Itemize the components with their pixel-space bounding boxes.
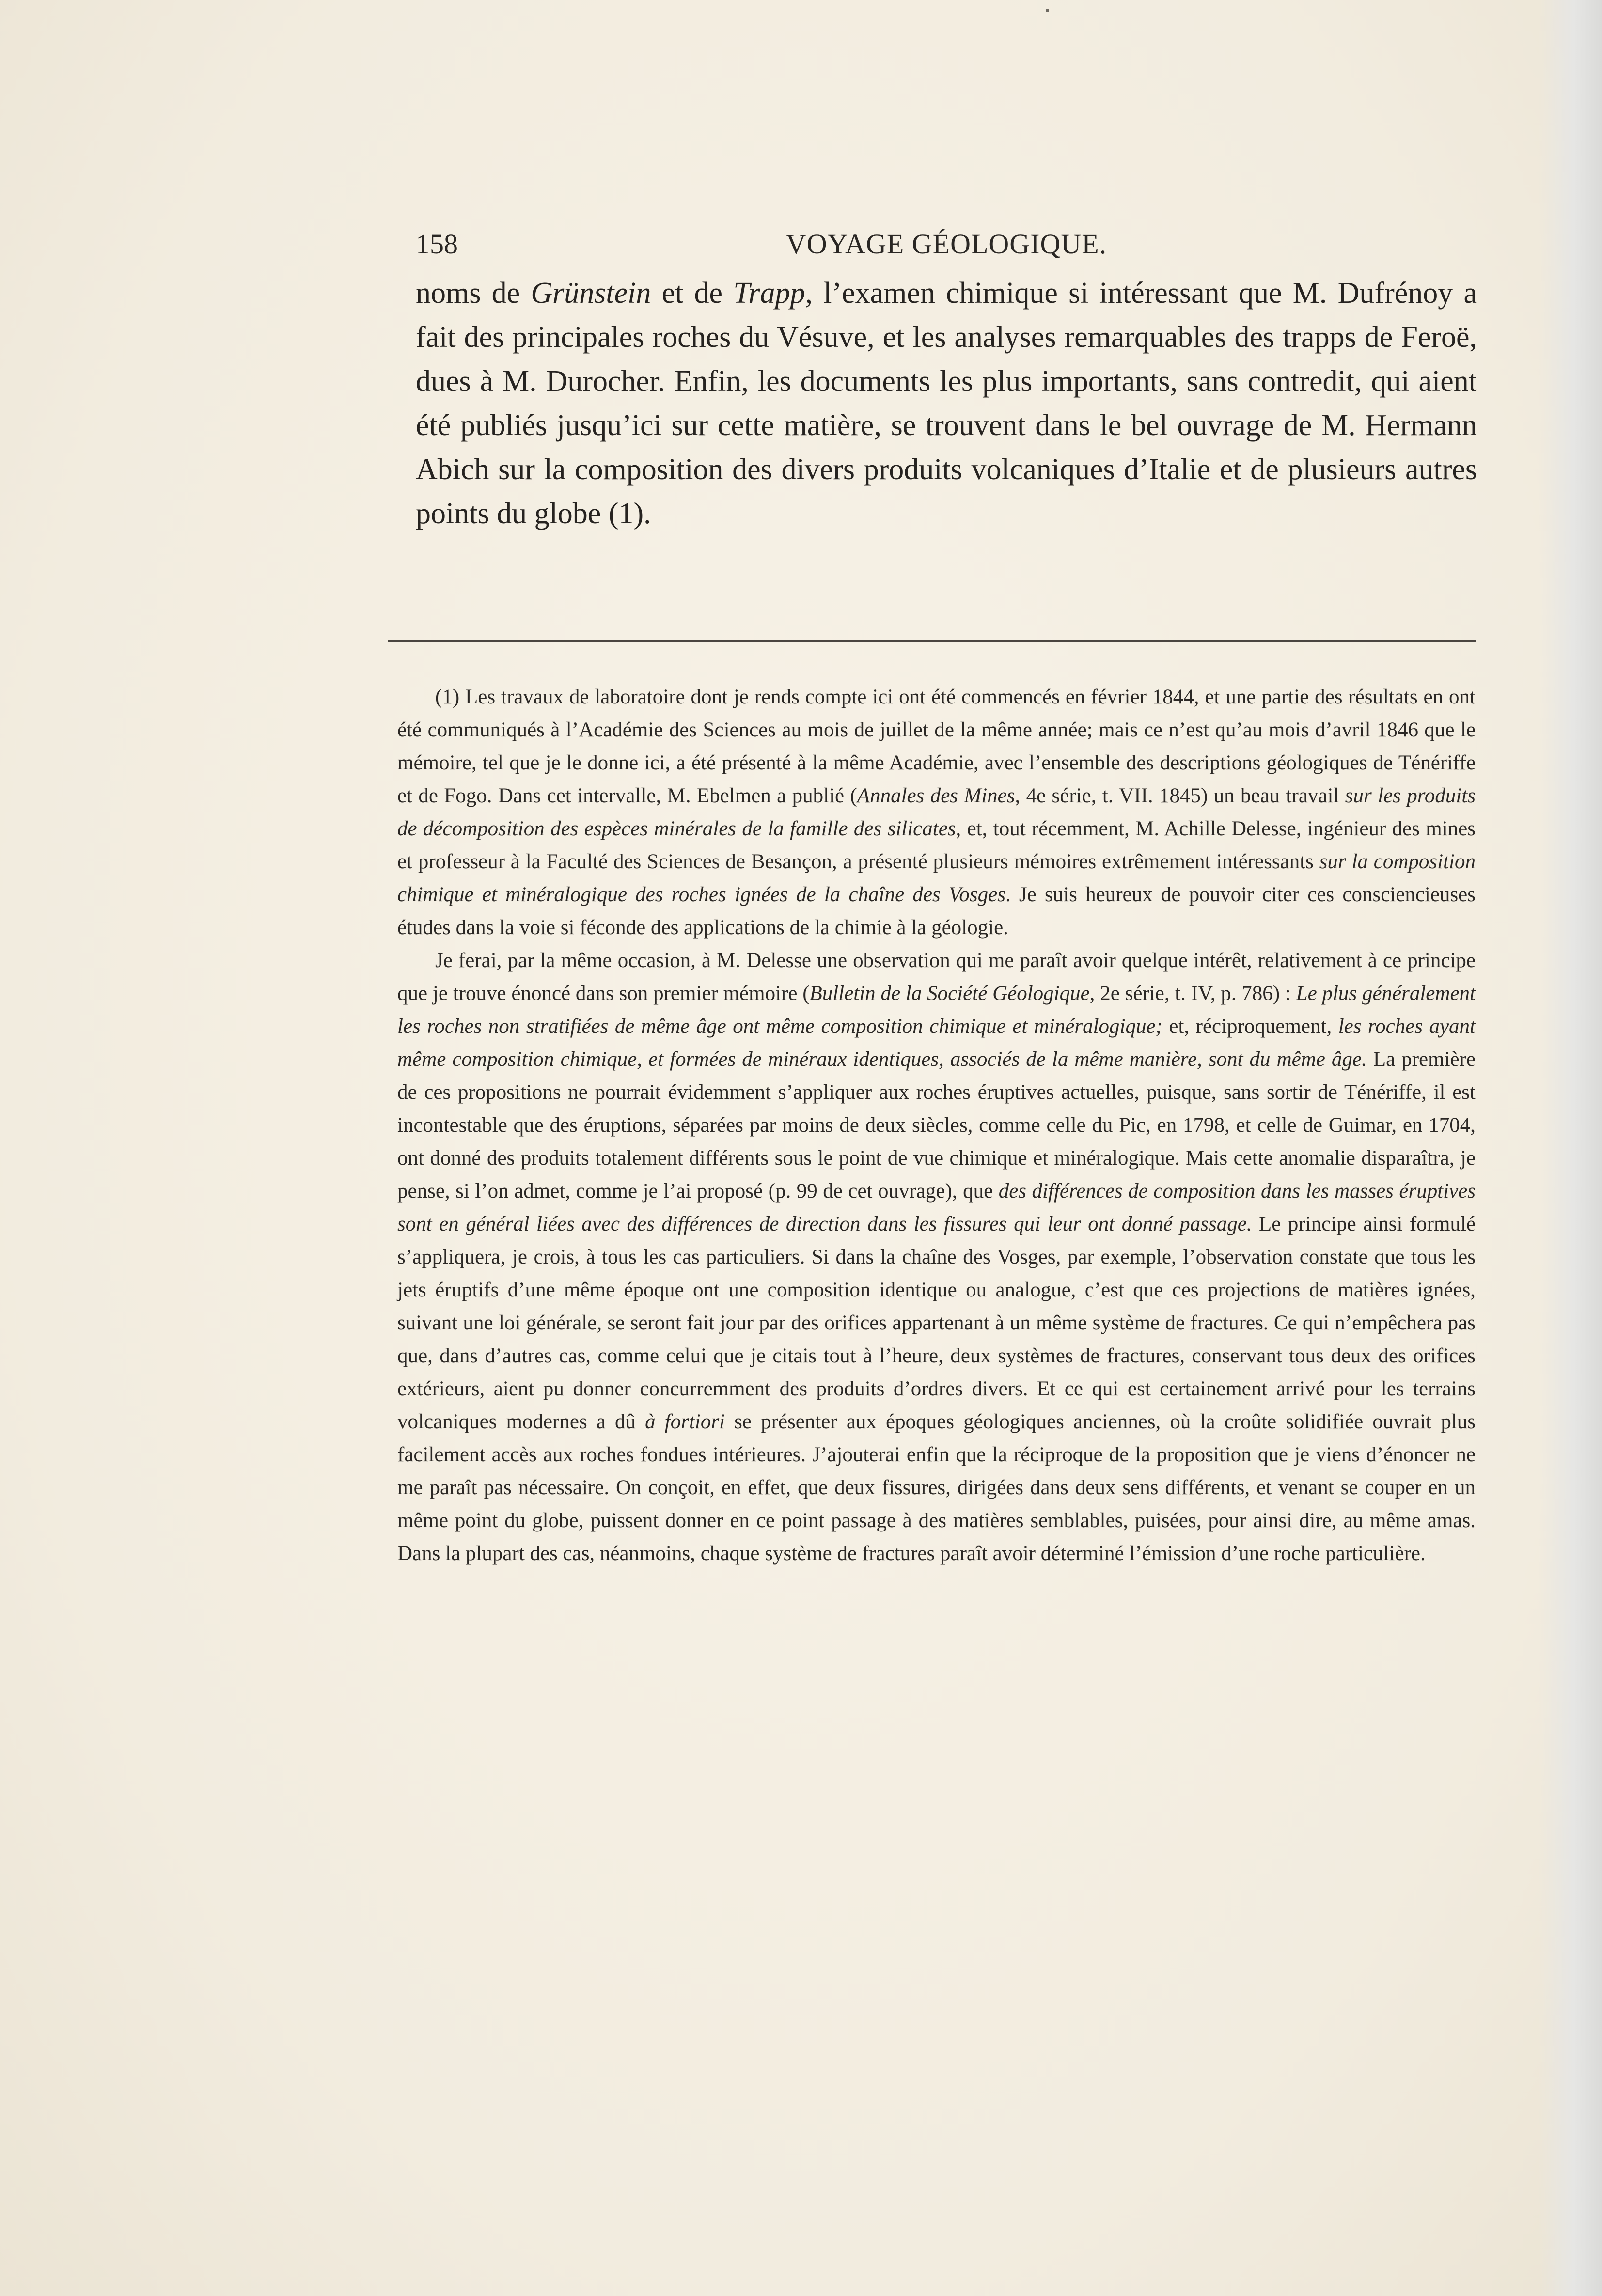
running-title: VOYAGE GÉOLOGIQUE. [785,228,1107,260]
text-span: Je ferai, par la même occasion, à M. Delesse une observation qui me paraît avoir quelque intérêt, relativement à ce principe que je trouve énoncé dans son premier mémoire ( [397,949,1476,1005]
page-number: 158 [416,228,458,260]
text-span: Le plus généralement les roches non stratifiées de même âge ont même composition chimique et minéralogique; [397,982,1476,1038]
text-span: Le principe ainsi formulé s’appliquera, je crois, à tous les cas particuliers. Si dans la chaîne des Vosges, par exemple, l’observation constate que tous les jets éruptifs d’une même époque ont une composition identique ou analogue, c’est que ces projections de matières ignées, suivant une loi générale, se seront fait jour par des orifices appartenant à un même système de fractures. Ce qui n’empêchera pas que, dans d’autres cas, comme celui que je citais tout à l’heure, deux systèmes de fractures, conservant tous deux des orifices extérieurs, aient pu donner concurremment des produits d’ordres divers. Et ce qui est certainement arrivé pour les terrains volcaniques modernes a dû [397,1213,1476,1433]
text-span: , 2e série, t. IV, p. 786) : [1089,982,1296,1005]
footnote-rule [388,640,1476,642]
page-header [416,228,1477,266]
text-span: , et, tout récemment, M. Achille Delesse, ingénieur des mines et professeur à la Faculté des Sciences de Besançon, a présenté plusieurs mémoires extrêmement intéressants [397,817,1476,873]
text-span: à fortiori [645,1410,725,1433]
text-span: La première de ces propositions ne pourrait évidemment s’appliquer aux roches éruptives actuelles, puisque, sans sortir de Ténériffe, il est incontestable que des éruptions, séparées par moins de deux siècles, comme celle du Pic, en 1798, et celle de Guimar, en 1704, ont donné des produits totalement différents sous le point de vue chimique et minéralogique. Mais cette anomalie disparaîtra, je pense, si l’on admet, comme je l’ai proposé (p. 99 de cet ouvrage), que [397,1048,1476,1203]
main-paragraph [416,271,1477,536]
text-span: , 4e série, t. VII. 1845) un beau travail [1015,784,1345,807]
text-span: des différences de composition dans les masses éruptives sont en général liées avec des différences de direction dans les fissures qui leur ont donné passage. [397,1180,1476,1235]
text-span: noms de [416,277,531,310]
footnote-paragraph [397,681,1476,944]
text-span: Grünstein [531,277,651,310]
text-span: Bulletin de la Société Géologique [809,982,1090,1005]
text-span: et de [651,277,734,310]
text-span: , l’examen chimique si intéressant que M. Dufrénoy a fait des principales roches du Vésuve, et les analyses remarquables des trapps de Feroë, dues à M. Durocher. Enfin, les documents les plus importants, sans contredit, qui aient été publiés jusqu’ici sur cette matière, se trouvent dans le bel ouvrage de M. Hermann Abich sur la composition des divers produits volcaniques d’Italie et de plusieurs autres points du globe (1). [416,277,1477,530]
text-span: Annales des Mines [857,784,1015,807]
text-span: Trapp [733,277,805,310]
footnotes [397,681,1476,1570]
text-span: sur les produits de décomposition des espèces minérales de la famille des silicates [397,784,1476,840]
text-span: sur la composition chimique et minéralogique des roches ignées de la chaîne des Vosges [397,850,1476,906]
text-span: se présenter aux époques géologiques anciennes, où la croûte solidifiée ouvrait plus facilement accès aux roches fondues intérieures. J’ajouterai enfin que la réciproque de la proposition que je viens d’énoncer ne me paraît pas nécessaire. On conçoit, en effet, que deux fissures, dirigées dans deux sens différents, et venant se couper en un même point du globe, puissent donner en ce point passage à des matières semblables, puisées, pour ainsi dire, au même amas. Dans la plupart des cas, néanmoins, chaque système de fractures paraît avoir déterminé l’émission d’une roche particulière. [397,1410,1476,1565]
text-span: et, réciproquement, [1162,1015,1338,1038]
text-span: les roches ayant même composition chimique, et formées de minéraux identiques, associés de la même manière, sont du même âge. [397,1015,1476,1071]
ink-speck [1046,9,1049,12]
text-span: . Je suis heureux de pouvoir citer ces consciencieuses études dans la voie si féconde des applications de la chimie à la géologie. [397,883,1476,939]
footnote-paragraph [397,944,1476,1570]
text-span: (1) Les travaux de laboratoire dont je rends compte ici ont été commencés en février 1844, et une partie des résultats en ont été communiqués à l’Académie des Sciences au mois de juillet de la même année; mais ce n’est qu’au mois d’avril 1846 que le mémoire, tel que je le donne ici, a été présenté à la même Académie, avec l’ensemble des descriptions géologiques de Ténériffe et de Fogo. Dans cet intervalle, M. Ebelmen a publié ( [397,686,1476,807]
